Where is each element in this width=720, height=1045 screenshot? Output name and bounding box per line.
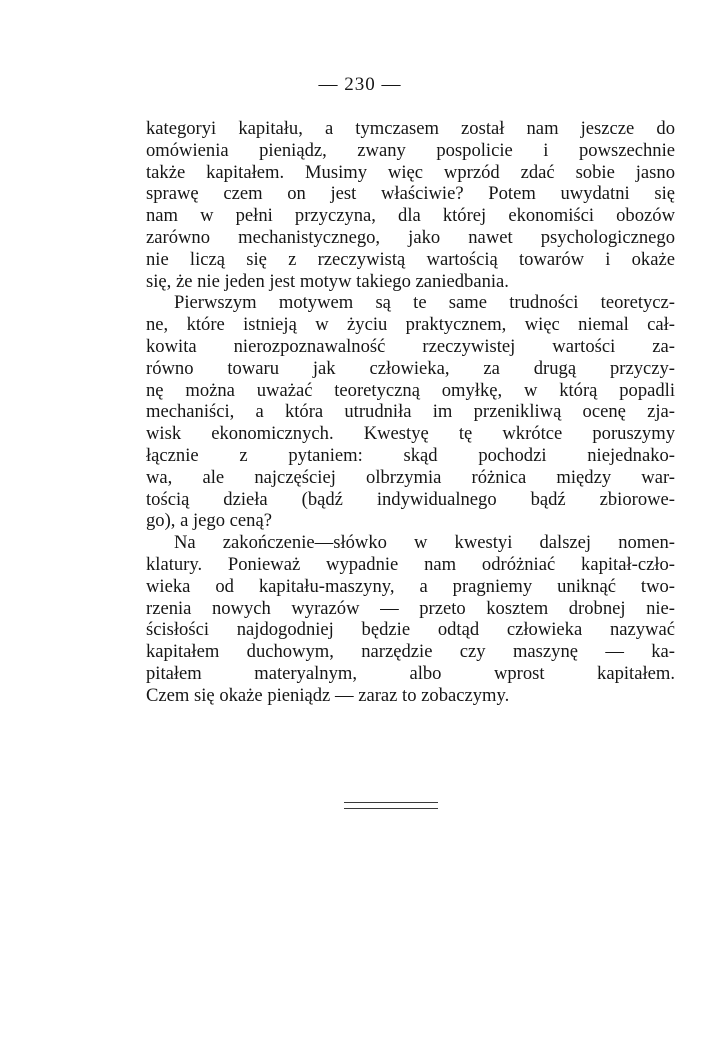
text-line: tością dzieła (bądź indywidualnego bądź zbiorowe- [146, 488, 675, 510]
text-line: mechaniści, a która utrudniła im przenikliwą ocenę zja- [146, 401, 675, 423]
text-line: kategoryi kapitału, a tymczasem został nam jeszcze do [146, 118, 675, 139]
text-line: nę można uważać teoretyczną omyłkę, w którą popadli [146, 379, 675, 401]
text-line: wieka od kapitału-maszyny, a pragniemy uniknąć two- [146, 575, 675, 597]
text-line: się, że nie jeden jest motyw takiego zaniedbania. [146, 270, 509, 292]
text-line: klatury. Ponieważ wypadnie nam odróżniać kapitał-czło- [146, 553, 675, 575]
text-line: Czem się okaże pieniądz — zaraz to zobaczymy. [146, 684, 510, 706]
closing-rule-upper [344, 802, 438, 803]
page-number: — 230 — [318, 74, 402, 95]
text-line: omówienia pieniądz, zwany pospolicie i powszechnie [146, 139, 675, 161]
text-line: kapitałem duchowym, narzędzie czy maszynę — ka- [146, 641, 675, 663]
text-line: sprawę czem on jest właściwie? Potem uwydatni się [146, 183, 675, 205]
text-line: nam w pełni przyczyna, dla której ekonomiści obozów [146, 205, 675, 227]
text-line: zarówno mechanistycznego, jako nawet psychologicznego [146, 226, 675, 248]
text-line: kowita nierozpoznawalność rzeczywistej wartości za- [146, 335, 675, 357]
text-line: pitałem materyalnym, albo wprost kapitałem. [146, 662, 675, 684]
text-line: nie liczą się z rzeczywistą wartością towarów i okaże [146, 248, 675, 270]
text-line: wa, ale najczęściej olbrzymia różnica między war- [146, 466, 675, 488]
text-line: równo towaru jak człowieka, za drugą przyczy- [146, 357, 675, 379]
text-line: Pierwszym motywem są te same trudności teoretycz- [174, 292, 675, 314]
text-line: rzenia nowych wyrazów — przeto kosztem drobnej nie- [146, 597, 675, 619]
text-line: go), a jego ceną? [146, 510, 272, 532]
text-line: wisk ekonomicznych. Kwestyę tę wkrótce poruszymy [146, 423, 675, 445]
text-line: także kapitałem. Musimy więc wprzód zdać sobie jasno [146, 161, 675, 183]
text-line: Na zakończenie—słówko w kwestyi dalszej nomen- [174, 532, 675, 554]
text-line: ne, które istnieją w życiu praktycznem, więc niemal cał- [146, 314, 675, 336]
text-line: łącznie z pytaniem: skąd pochodzi niejednako- [146, 444, 675, 466]
body-text [146, 118, 675, 707]
text-line: ścisłości najdogodniej będzie odtąd człowieka nazywać [146, 619, 675, 641]
closing-rule-lower [344, 808, 438, 809]
